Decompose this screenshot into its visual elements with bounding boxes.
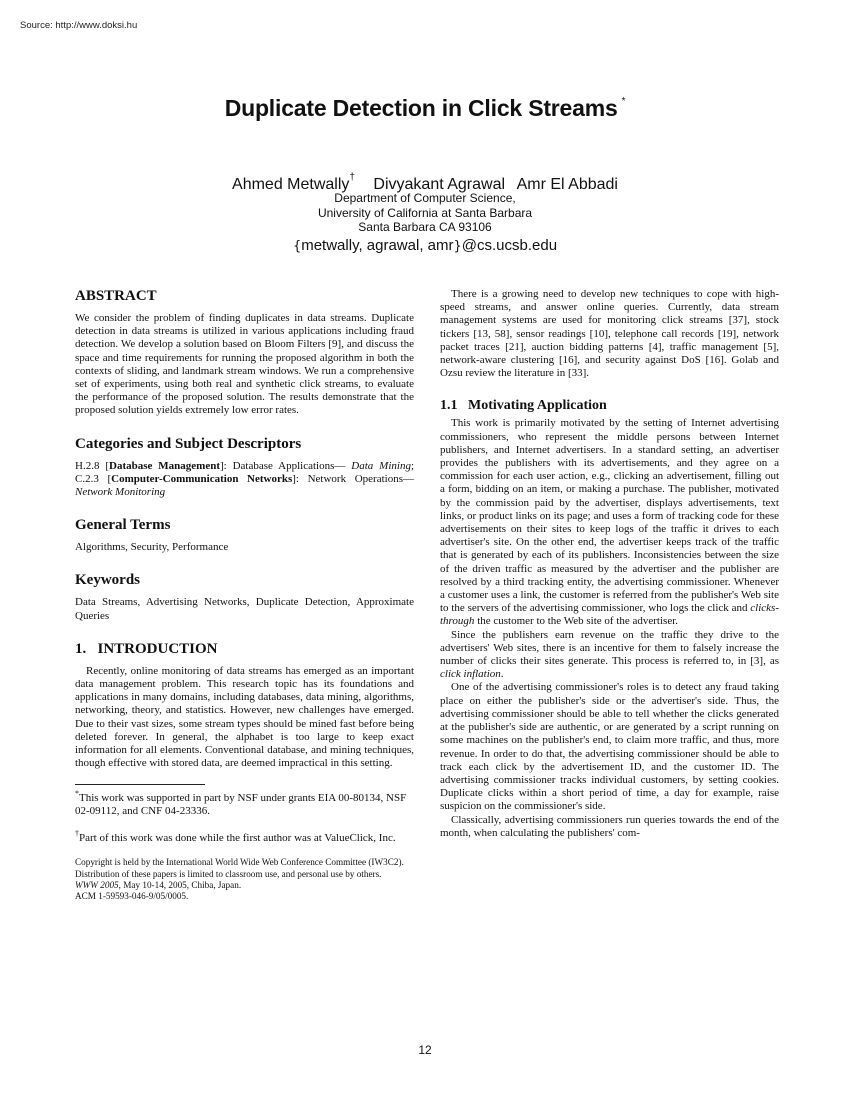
left-column [75, 288, 414, 902]
motivating-p2-b: . [500, 668, 504, 681]
motivating-paragraph-3: One of the advertising commissioner's roles is to detect any fraud taking place on either the publisher's side or the advertiser's side. Thus, the advertising commissioner should be able to tell whether the clicks generated at the publisher's side are authentic, or are generated by a script running on some machines on the publisher's end, to claim more traffic, and thus, more revenue. In order to do that, the advertising commissioner should be able to track each click by the advertisement ID, and the customer ID. The advertising commissioner tracks individual customers, by setting cookies. Duplicate clicks within a short period of time, a day for example, raise suspicion on the commissioner's side. [440, 681, 779, 813]
email-close-brace: } [453, 239, 462, 254]
copyright-line-1: Copyright is held by the International World Wide Web Conference Committee (IW3C2). Distribution of these papers is limited to classroom use, and personal use by others. [75, 857, 404, 879]
cat-part-3: ; C.2.3 [ [75, 459, 415, 485]
motivating-p1-italic: clicks-through [440, 602, 779, 628]
right-column [440, 288, 779, 840]
footnote-2-text: Part of this work was done while the first author was at ValueClick, Inc. [79, 832, 396, 845]
cat-italic-2: Network Monitoring [75, 486, 166, 499]
affiliation-line-2: University of California at Santa Barbara [317, 205, 533, 220]
affiliation-line-1: Department of Computer Science, [334, 191, 516, 205]
motivating-paragraph-2 [440, 629, 779, 682]
copyright-line-3: ACM 1-59593-046-9/05/0005. [75, 891, 189, 902]
copyright-line-2 [75, 880, 414, 891]
footnote-1-mark: * [75, 789, 79, 799]
paper-title [0, 95, 850, 122]
intro-continued-paragraph: There is a growing need to develop new techniques to cope with high-speed streams, and answer online queries. Currently, data stream management systems are used for monitoring click streams [37], stock tickers [13, 58], sensor readings [10], telephone call records [19], network packet traces [21], auction bidding patterns [4], traffic management [5], network-aware clustering [16], and security against DoS [16]. Golab and Ozsu review the literature in [33]. [440, 288, 779, 380]
motivating-p2-a: Since the publishers earn revenue on the traffic they drive to the advertisers' Web sites, there is an incentive for them to falsely increase the number of clicks their sites generate. This process is referred to, in [3], as [440, 628, 779, 668]
motivating-paragraph-4: Classically, advertising commissioners run queries towards the end of the month, when calculating the publishers' com- [440, 813, 779, 839]
motivating-p1-b: the customer to the Web site of the advertiser. [474, 615, 679, 628]
cat-bold-2: Computer-Communication Networks [111, 472, 293, 485]
email-domain: @cs.ucsb.edu [461, 237, 558, 254]
affiliation [0, 191, 850, 235]
title-text: Duplicate Detection in Click Streams [224, 95, 618, 121]
author-2: Divyakant Agrawal [373, 176, 506, 193]
cat-italic-1: Data Mining [351, 459, 411, 472]
abstract-heading: ABSTRACT [75, 288, 157, 304]
abstract-text: We consider the problem of finding duplicates in data streams. Duplicate detection in data streams is utilized in various applications including fraud detection. We develop a solution based on Bloom Filters [9], and discuss the space and time requirements for running the proposed algorithm in both the contexts of sliding, and landmark stream windows. We run a comprehensive set of experiments, using both real and synthetic click streams, to evaluate the performance of the proposed solution. The results demonstrate that the proposed solution yields extremely low error rates. [75, 312, 414, 417]
footnote-1 [75, 787, 414, 818]
categories-heading: Categories and Subject Descriptors [75, 435, 302, 452]
footnote-2-mark: † [75, 829, 79, 839]
author-1: Ahmed Metwally [232, 176, 350, 193]
general-terms-text: Algorithms, Security, Performance [75, 541, 229, 554]
email-names: metwally, agrawal, amr [301, 237, 454, 254]
source-url: Source: http://www.doksi.hu [20, 20, 138, 31]
page-number: 12 [418, 1043, 432, 1057]
motivating-application-heading: 1.1 Motivating Application [440, 398, 607, 414]
general-terms-heading: General Terms [75, 517, 171, 534]
motivating-p2-italic: click inflation [440, 668, 501, 681]
title-footnote-mark: * [621, 96, 626, 107]
conference-name: WWW 2005 [75, 879, 119, 890]
email-open-brace: { [292, 239, 302, 254]
cat-part-2: ]: Database Applications— [219, 459, 346, 472]
footnote-1-text: This work was supported in part by NSF under grants EIA 00-80134, NSF 02-09112, and CNF 04-23336. [75, 792, 407, 818]
introduction-text: Recently, online monitoring of data streams has emerged as an important data management problem. This research topic has its foundations and applications in many domains, including databases, data mining, algorithms, networking, theory, and statistics. However, new challenges have emerged. Due to their vast sizes, some stream types should be mined fast before being deleted forever. In general, the alphabet is too large to keep exact information for all elements. Conventional database, and mining techniques, though effective with stored data, are deemed impractical in this setting. [75, 664, 414, 770]
author-email [0, 237, 850, 254]
cat-part-4: ]: Network Operations— [292, 472, 414, 485]
categories-text [75, 460, 414, 500]
cat-bold-1: Database Management [109, 459, 220, 472]
keywords-text: Data Streams, Advertising Networks, Duplicate Detection, Approximate Queries [75, 596, 414, 622]
footnote-2 [75, 827, 414, 845]
cat-part-1: H.2.8 [ [75, 459, 109, 472]
keywords-heading: Keywords [75, 572, 140, 589]
author-1-mark: † [349, 172, 355, 183]
motivating-p1-a: This work is primarily motivated by the setting of Internet advertising commissioners, who represent the middle persons between Internet publishers, and Internet advertisers. In a standard setting, an advertiser provides the publishers with its advertisements, and they agree on a commission for each user action, e.g., clicking an advertisement, filling out a form, bidding on an item, or making a purchase. The publisher, motivated by the commission paid by the advertiser, displays advertisements, text links, or product links on its page; and uses a form of tracking code for these advertisements on their sites to keep logs of the traffic it drives to each advertiser's site. On the other end, the advertiser keeps track of the traffic that is generated by each of its publishers. Inconsistencies between the size of the driven traffic as measured by the advertiser and the publisher are resolved by a third tracking entity, the advertising commissioner. Whenever a customer uses a link, the customer is referred from the publisher's Web site to the servers of the advertising commissioner, who logs the click and [440, 417, 779, 615]
conference-details: , May 10-14, 2005, Chiba, Japan. [118, 879, 242, 890]
copyright-notice [75, 857, 414, 902]
introduction-heading: 1. INTRODUCTION [75, 640, 218, 657]
affiliation-line-3: Santa Barbara CA 93106 [358, 220, 492, 234]
author-3: Amr El Abbadi [516, 176, 618, 193]
footnote-rule [75, 784, 205, 785]
motivating-paragraph-1 [440, 417, 779, 628]
